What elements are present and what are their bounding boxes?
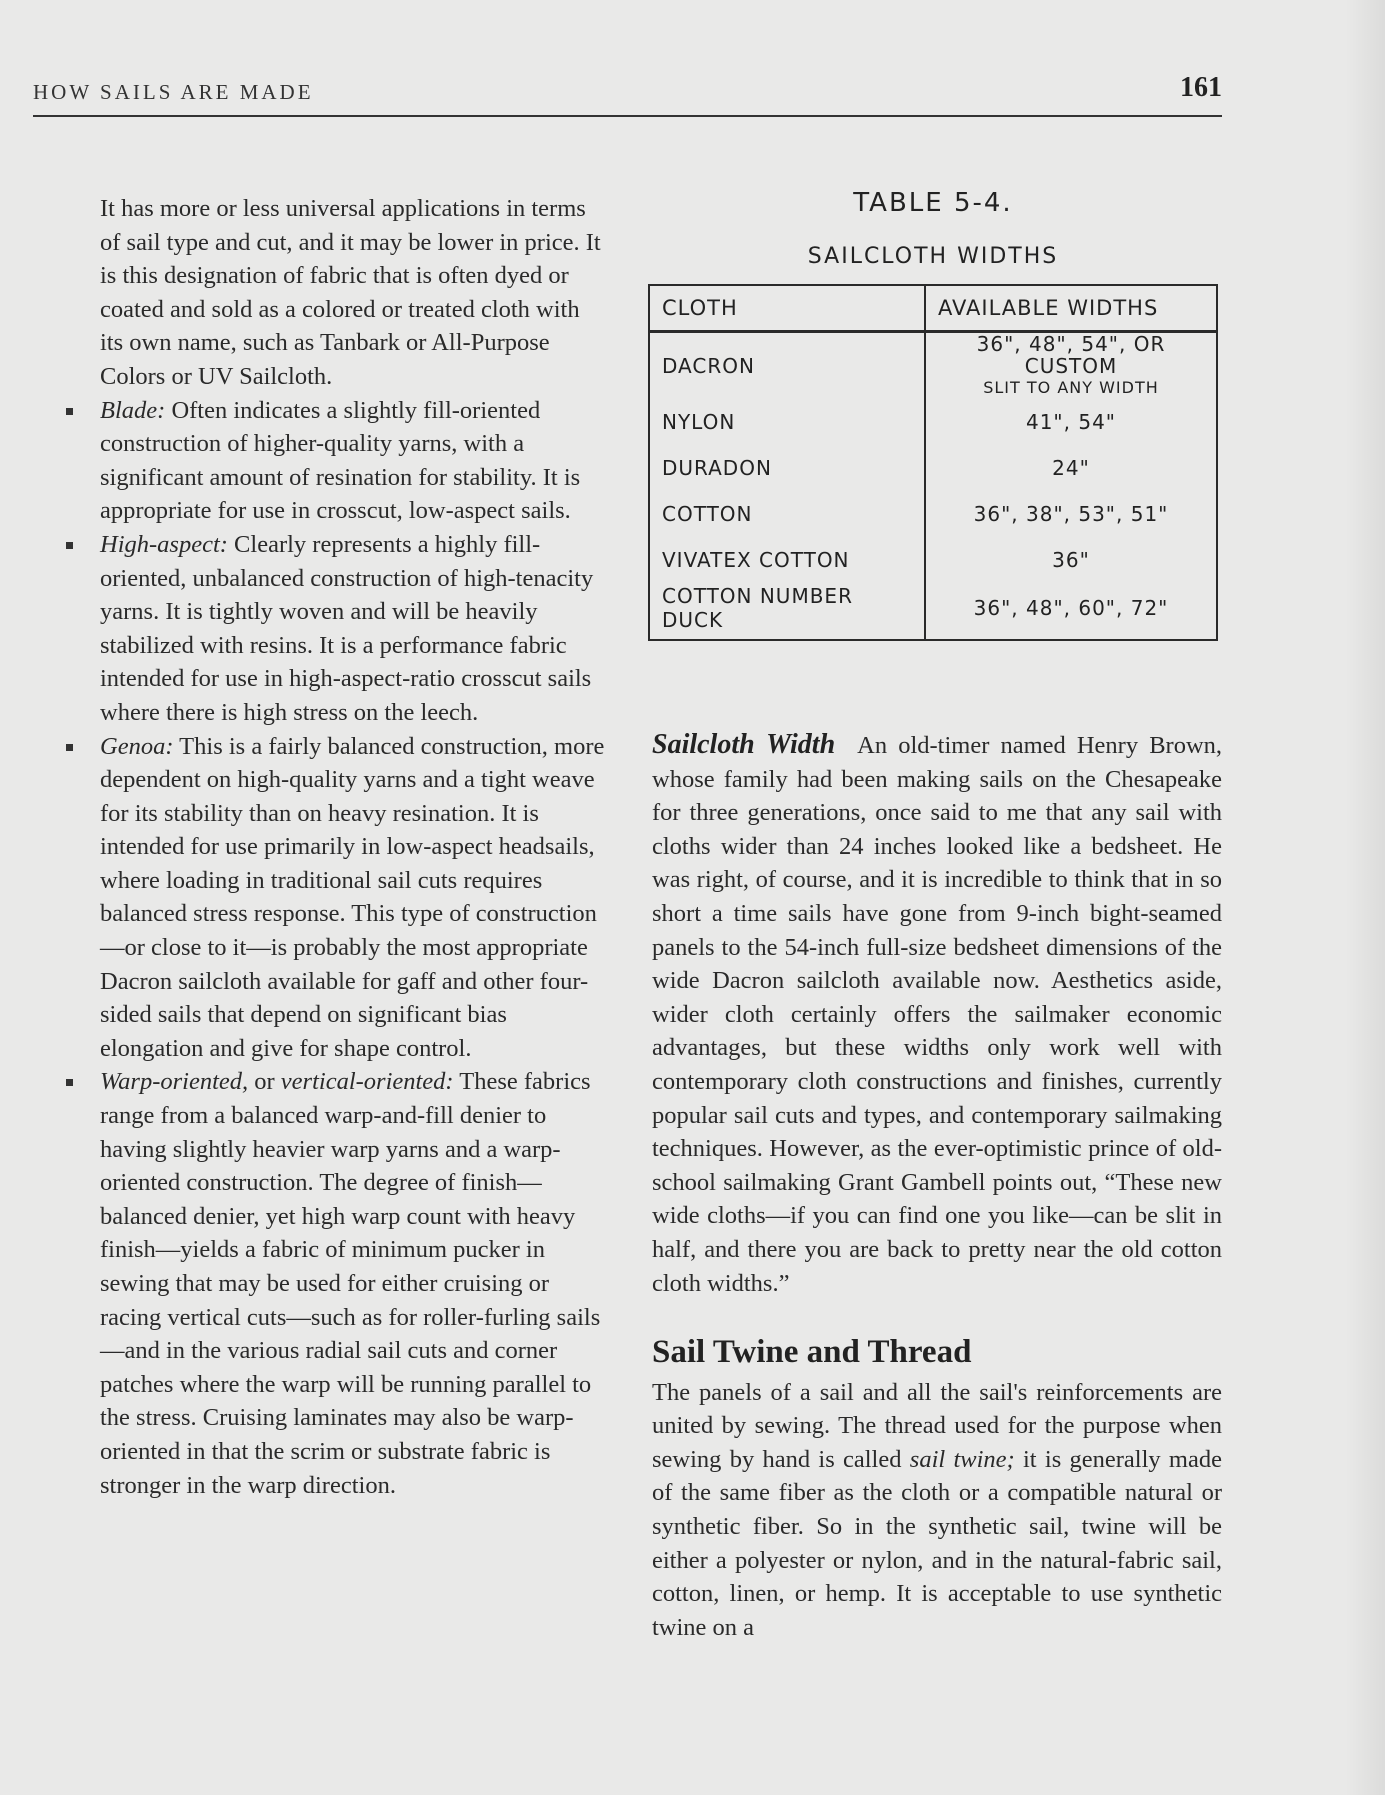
term-label: Warp-oriented, — [100, 1068, 249, 1096]
term-connector: or — [248, 1068, 281, 1096]
term-label: Blade: — [100, 396, 166, 424]
term-label-alt: vertical-oriented: — [280, 1068, 454, 1096]
header-rule — [33, 115, 1222, 117]
italic-term: sail twine; — [909, 1445, 1015, 1473]
run-in-heading: Sailcloth Width — [652, 729, 836, 760]
term-description: Clearly represents a highly fill-oriented, unbalanced construction of high-tenacity yarns. It is tightly woven and will be heavily stabilized with resins. It is a performance fabric intended for use in high-aspect-ratio crosscut sails where there is high stress on the leech. — [100, 530, 594, 726]
sailcloth-width-paragraph — [652, 728, 1222, 1300]
section-heading: Sail Twine and Thread — [652, 1334, 972, 1371]
right-column — [652, 728, 1222, 1644]
table-caption: TABLE 5-4. — [853, 188, 1013, 218]
widths-cell — [925, 332, 1217, 400]
cloth-cell: COTTON — [649, 491, 925, 537]
table-row — [649, 445, 1217, 491]
table-row — [649, 332, 1217, 400]
widths-line: 36", 48", 54", OR CUSTOM — [976, 332, 1166, 378]
widths-line-2: SLIT TO ANY WIDTH — [983, 378, 1159, 397]
bullet-square-icon — [66, 1079, 73, 1086]
widths-cell: 36" — [925, 537, 1217, 583]
term-label: Genoa: — [100, 732, 174, 760]
cloth-cell: DACRON — [649, 332, 925, 400]
cloth-cell: VIVATEX COTTON — [649, 537, 925, 583]
paragraph-text-cont: it is generally made of the same fiber as the cloth or a compatible natural or synthetic fiber. So in the synthetic sail, twine will be either a polyester or nylon, and in the natural-fabric sail, cotton, linen, or hemp. It is acceptable to use synthetic twine on a — [652, 1445, 1222, 1641]
column-header-cloth: CLOTH — [649, 285, 925, 332]
cloth-cell: COTTON NUMBER DUCK — [649, 583, 925, 640]
running-head: HOW SAILS ARE MADE — [33, 80, 314, 104]
table-row — [649, 537, 1217, 583]
twine-paragraph — [652, 1376, 1222, 1645]
term-description: Often indicates a slightly fill-oriented construction of higher-quality yarns, with a significant amount of resination for stability. It is appropriate for use in crosscut, low-aspect sails. — [100, 396, 581, 525]
bullet-square-icon — [66, 744, 73, 751]
table-row — [649, 399, 1217, 445]
widths-cell: 24" — [925, 445, 1217, 491]
widths-cell: 36", 38", 53", 51" — [925, 491, 1217, 537]
term-description: This is a fairly balanced construction, more dependent on high-quality yarns and a tight weave for its stability than on heavy resination. It is intended for use primarily in low-aspect headsails, where loading in traditional sail cuts requires balanced stress response. This type of construction—or close to it—is probably the most appropriate Dacron sailcloth available for gaff and other four-sided sails that depend on significant bias elongation and give for shape control. — [100, 732, 605, 1062]
fabric-type-list — [100, 394, 605, 1503]
cloth-cell: NYLON — [649, 399, 925, 445]
page-edge-shadow — [1345, 0, 1385, 1795]
table-header-row — [649, 285, 1217, 332]
bullet-square-icon — [66, 542, 73, 549]
list-item-warp-oriented — [100, 1065, 605, 1502]
column-header-widths: AVAILABLE WIDTHS — [925, 285, 1217, 332]
widths-cell: 36", 48", 60", 72" — [925, 583, 1217, 640]
left-column — [100, 192, 605, 1502]
paragraph-text: An old-timer named Henry Brown, whose family had been making sails on the Chesapeake for three generations, once said to me that any sail with cloths wider than 24 inches looked like a bedsheet. He was right, of course, and it is incredible to think that in so short a time sails have gone from 9-inch bight-seamed panels to the 54-inch full-size bedsheet dimensions of the wide Dacron sailcloth available now. Aesthetics aside, wider cloth certainly offers the sailmaker economic advantages, but these widths only work well with contemporary cloth constructions and finishes, currently popular sail cuts and types, and contemporary sailmaking techniques. However, as the ever-optimistic prince of old-school sailmaking Grant Gambell points out, “These new wide cloths—if you can find one you like—can be slit in half, and there you are back to pretty near the old cotton cloth widths.” — [652, 732, 1223, 1297]
widths-cell: 41", 54" — [925, 399, 1217, 445]
paragraph-text: The panels of a sail and all the sail's reinforcements are united by sewing. The thread used for the purpose when sewing by hand is called — [652, 1378, 1222, 1473]
term-label: High-aspect: — [100, 530, 228, 558]
page-number: 161 — [1180, 72, 1222, 103]
table-row — [649, 491, 1217, 537]
cloth-cell: DURADON — [649, 445, 925, 491]
list-item-genoa — [100, 730, 605, 1066]
table-row — [649, 583, 1217, 640]
list-item-high-aspect — [100, 528, 605, 730]
sailcloth-widths-table — [648, 284, 1218, 641]
term-description: These fabrics range from a balanced warp-and-fill denier to having slightly heavier warp yarns and a warp-oriented construction. The degree of finish—balanced denier, yet high warp count with heavy finish—yields a fabric of minimum pucker in sewing that may be used for either cruising or racing vertical cuts—such as for roller-furling sails—and in the various radial sail cuts and corner patches where the warp will be running parallel to the stress. Cruising laminates may also be warp-oriented in that the scrim or substrate fabric is stronger in the warp direction. — [100, 1068, 601, 1499]
table-title: SAILCLOTH WIDTHS — [807, 244, 1059, 269]
list-item-blade — [100, 394, 605, 528]
bullet-square-icon — [66, 408, 73, 415]
intro-paragraph: It has more or less universal applications in terms of sail type and cut, and it may be lower in price. It is this designation of fabric that is often dyed or coated and sold as a colored or treated cloth with its own name, such as Tanbark or All-Purpose Colors or UV Sailcloth. — [100, 195, 601, 390]
